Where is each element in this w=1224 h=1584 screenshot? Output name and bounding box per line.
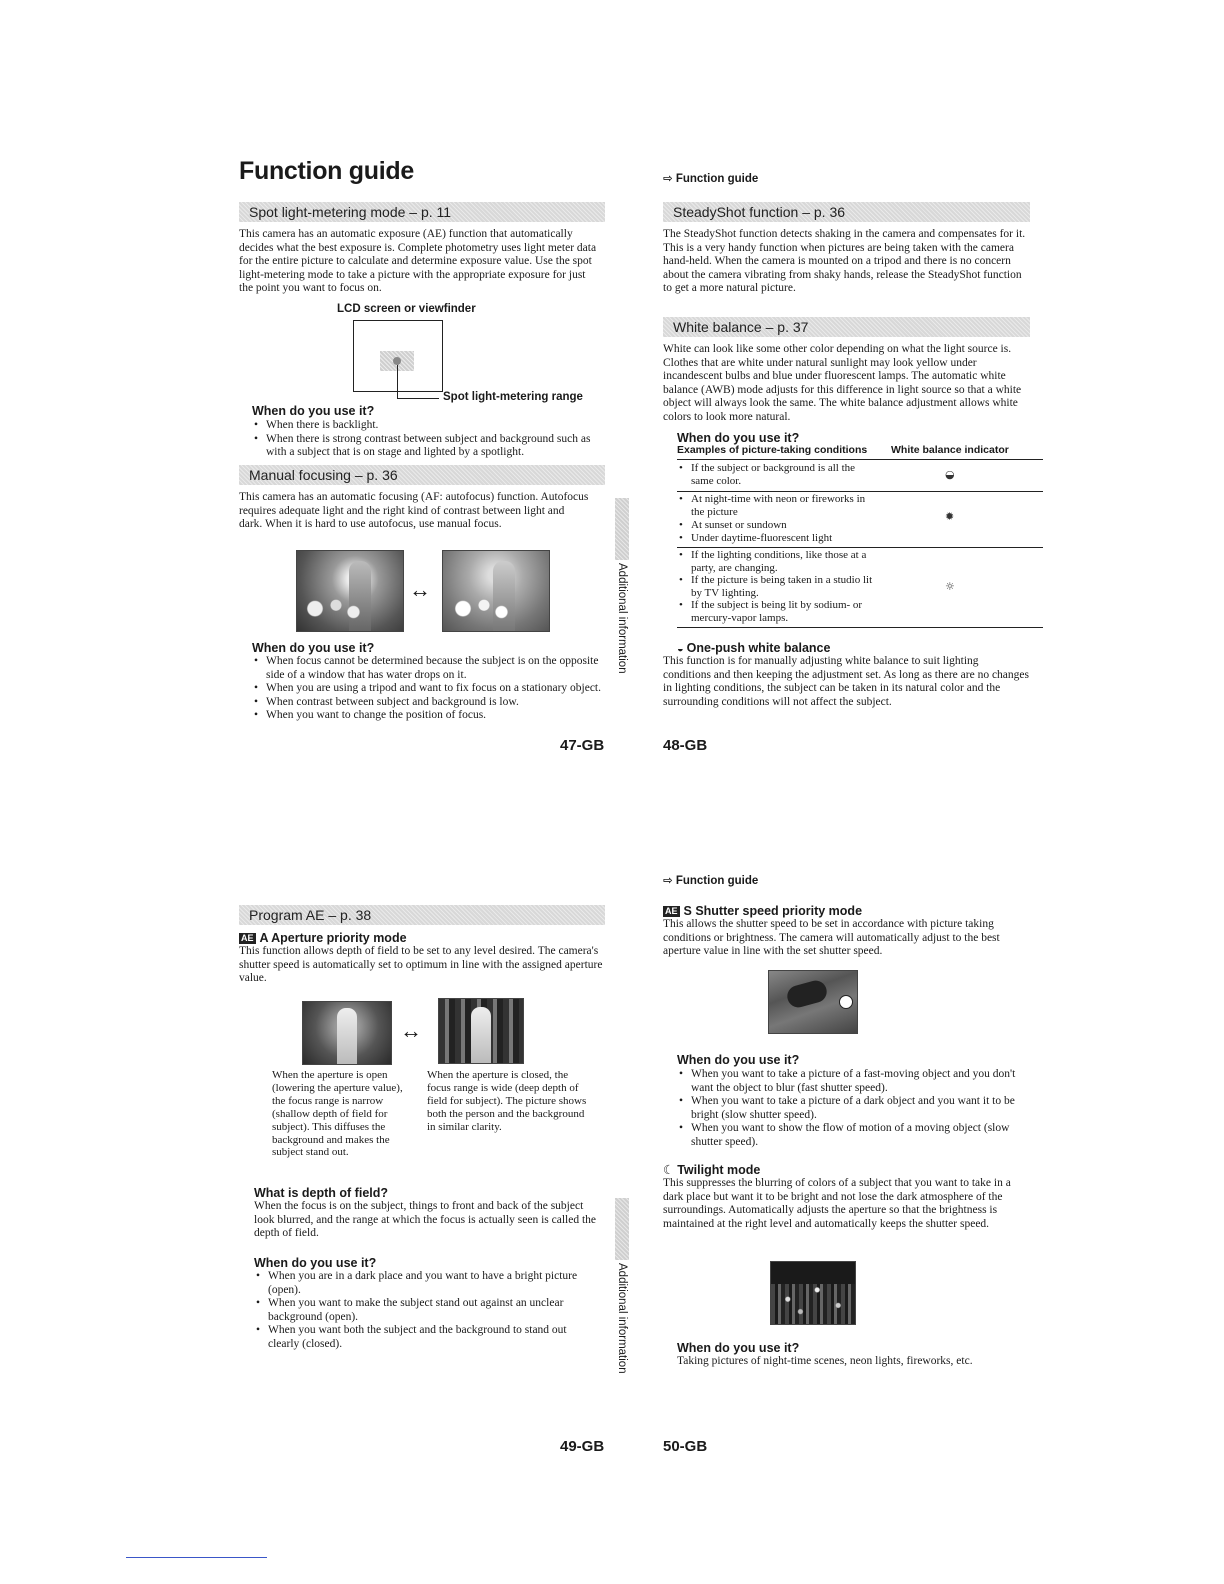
sidebar-tab-marker <box>615 1198 629 1260</box>
sidebar-label: Additional information <box>616 563 628 674</box>
sun-icon: ✹ <box>945 510 955 523</box>
pointer-line-horizontal <box>397 398 439 399</box>
dof-heading: What is depth of field? <box>254 1186 389 1200</box>
sidebar-tab-marker <box>615 498 629 560</box>
list-item: • If the subject or background is all the same color. <box>677 462 867 488</box>
when-heading: When do you use it? <box>677 431 800 445</box>
one-push-heading-text: One-push white balance <box>686 641 831 655</box>
list-item: • When you want to show the flow of motion of a moving object (slow shutter speed). <box>677 1122 1029 1149</box>
shutter-heading-text: S Shutter speed priority mode <box>683 904 863 918</box>
compare-arrow-icon: ↔ <box>400 1018 422 1043</box>
list-item: • When there is backlight. <box>252 419 604 433</box>
table-row <box>677 549 877 624</box>
one-push-icon: ◒ <box>677 643 684 655</box>
subject-person <box>337 1008 357 1064</box>
moon-icon: ☾ <box>663 1163 675 1177</box>
page-number: 47-GB <box>560 737 605 754</box>
program-when-list <box>254 1270 599 1352</box>
shutter-heading <box>663 904 862 918</box>
subject-person <box>471 1007 491 1063</box>
photo-focused-flowers <box>442 550 550 632</box>
list-item: • If the picture is being taken in a studio lit by TV lighting. <box>677 574 877 599</box>
table-row-divider <box>677 491 1043 492</box>
player-figure <box>785 978 829 1010</box>
table-row <box>677 462 867 488</box>
pointer-line <box>397 365 398 399</box>
section-banner-manual-focusing: Manual focusing – p. 36 <box>239 465 605 485</box>
flowers <box>449 595 519 629</box>
table-row-divider <box>677 627 1043 628</box>
ae-badge-icon: AE <box>665 906 678 916</box>
bottom-rule <box>126 1557 267 1558</box>
spot-point-icon <box>393 357 401 365</box>
running-header: ⇨ Function guide <box>663 173 759 185</box>
twilight-heading-text: Twilight mode <box>677 1163 761 1177</box>
when-heading: When do you use it? <box>252 404 375 418</box>
white-balance-table <box>677 444 1043 630</box>
steadyshot-body: The SteadyShot function detects shaking in the camera and compensates for it. This is a very handy function when pictures are being taken with the camera hand-held. When the camera is mounted on a tripod and there is no concern about the camera vibrating from shaky hands, release the SteadyShot function to get a more natural picture. <box>663 228 1026 295</box>
list-item: • At sunset or sundown <box>677 519 877 532</box>
caption-aperture-open: When the aperture is open (lowering the aperture value), the focus range is narrow (shallow depth of field for subject). This diffuses the background and makes the subject stand out. <box>272 1069 403 1159</box>
photo-soccer-action <box>768 970 858 1034</box>
page-number: 49-GB <box>560 1438 605 1455</box>
compare-arrow-icon: ↔ <box>409 577 431 602</box>
section-banner-program-ae: Program AE – p. 38 <box>239 905 605 925</box>
aperture-heading <box>239 931 407 945</box>
page-title: Function guide <box>239 157 414 185</box>
shutter-when-list <box>677 1068 1029 1150</box>
list-item: • If the lighting conditions, like those at a party, are changing. <box>677 549 877 574</box>
photo-aperture-open <box>302 1001 392 1065</box>
table-header-indicator: White balance indicator <box>891 444 1009 456</box>
list-item: • When you want to take a picture of a dark object and you want it to be bright (slow shutter speed). <box>677 1095 1029 1122</box>
page-number: 48-GB <box>663 737 708 754</box>
one-push-body: This function is for manually adjusting white balance to suit lighting conditions and then keeping the adjustment set. As long as there are no changes in lighting conditions, the subject can be taken in its natural color and the surrounding conditions will not affect the subject. <box>663 655 1029 708</box>
when-heading: When do you use it? <box>677 1341 800 1355</box>
list-item: • When you want to make the subject stand out against an unclear background (open). <box>254 1297 599 1324</box>
running-header: ⇨ Function guide <box>663 875 759 887</box>
table-row-divider <box>677 547 1043 548</box>
list-item: • When focus cannot be determined because the subject is on the opposite side of a window that has water drops on it. <box>252 655 604 682</box>
photo-blurry-flowers <box>296 550 404 632</box>
lcd-screen-diagram <box>353 320 443 392</box>
photo-aperture-closed <box>438 998 524 1064</box>
twilight-heading <box>663 1162 760 1177</box>
sidebar-label: Additional information <box>616 1263 628 1374</box>
aperture-body: This function allows depth of field to be set to any level desired. The camera's shutter speed is automatically set to optimum in line with the assigned aperture value. <box>239 945 603 985</box>
section-banner-white-balance: White balance – p. 37 <box>663 317 1030 337</box>
list-item: • When there is strong contrast between subject and background such as with a subject that is on stage and lighted by a spotlight. <box>252 433 604 460</box>
flowers <box>301 595 371 629</box>
lights <box>771 1262 855 1324</box>
photo-night-city <box>770 1261 856 1325</box>
list-item: • When you want both the subject and the background to stand out clearly (closed). <box>254 1324 599 1351</box>
list-item: • When you want to change the position of focus. <box>252 709 604 723</box>
when-heading: When do you use it? <box>677 1053 800 1067</box>
lcd-label: LCD screen or viewfinder <box>337 303 476 315</box>
list-item: • Under daytime-fluorescent light <box>677 532 877 545</box>
caption-aperture-closed: When the aperture is closed, the focus range is wide (deep depth of field for subject). The picture shows both the person and the background in similar clarity. <box>427 1069 587 1133</box>
spot-metering-body: This camera has an automatic exposure (AE) function that automatically decides what the best exposure is. Complete photometry uses light meter data for the entire picture to calculate and determine exposure value. Use the spot light-metering mode to take a picture with the appropriate exposure for just the point you want to focus on. <box>239 228 597 295</box>
list-item: • If the subject is being lit by sodium- or mercury-vapor lamps. <box>677 599 877 624</box>
table-header-conditions: Examples of picture-taking conditions <box>677 444 868 456</box>
table-row-divider <box>677 459 1043 460</box>
section-banner-spot-metering: Spot light-metering mode – p. 11 <box>239 202 605 222</box>
twilight-body: This suppresses the blurring of colors of a subject that you want to take in a dark place but want it to be bright and not lose the dark atmosphere of the surroundings. Automatically adjusts the aperture so that the brightness is maintained at the right level and automatically keeps the shutter speed. <box>663 1177 1011 1230</box>
twilight-when-body: Taking pictures of night-time scenes, neon lights, fireworks, etc. <box>677 1355 973 1367</box>
table-row <box>677 493 877 545</box>
dof-body: When the focus is on the subject, things to front and back of the subject look blurred, and the range at which the focus is actually seen is called the depth of field. <box>254 1200 597 1240</box>
white-balance-body: White can look like some other color depending on what the light source is. Clothes that are white under natural sunlight may look yellow under incandescent bulbs and blue under fluorescent lamps. The automatic white balance (AWB) mode adjusts for this difference in light source so that a white object will always look the same. The white balance adjustment allows white colors to look more natural. <box>663 343 1022 423</box>
spot-range-label: Spot light-metering range <box>443 391 583 403</box>
when-heading: When do you use it? <box>254 1256 377 1270</box>
spot-when-list <box>252 419 604 460</box>
list-item: • When you are using a tripod and want to fix focus on a stationary object. <box>252 682 604 696</box>
bulb-icon: ☼ <box>945 580 955 593</box>
list-item: • At night-time with neon or fireworks in the picture <box>677 493 877 519</box>
section-banner-steadyshot: SteadyShot function – p. 36 <box>663 202 1030 222</box>
shutter-body: This allows the shutter speed to be set in accordance with picture taking conditions or brightness. The camera will automatically adjust to the best aperture value in line with the set shutter speed. <box>663 918 1000 958</box>
one-push-icon: ◒ <box>945 468 955 481</box>
list-item: • When you are in a dark place and you want to have a bright picture (open). <box>254 1270 599 1297</box>
list-item: • When contrast between subject and background is low. <box>252 696 604 710</box>
ae-badge-icon: AE <box>241 933 254 943</box>
list-item: • When you want to take a picture of a fast-moving object and you don't want the object to blur (fast shutter speed). <box>677 1068 1029 1095</box>
when-heading: When do you use it? <box>252 641 375 655</box>
one-push-heading <box>677 641 830 655</box>
aperture-heading-text: A Aperture priority mode <box>259 931 407 945</box>
manual-focus-body: This camera has an automatic focusing (AF: autofocus) function. Autofocus requires adequate light and the right kind of contrast between light and dark. When it is hard to use autofocus, use manual focus. <box>239 491 589 531</box>
manual-when-list <box>252 655 604 723</box>
soccer-ball-icon <box>839 995 853 1009</box>
page-number: 50-GB <box>663 1438 708 1455</box>
